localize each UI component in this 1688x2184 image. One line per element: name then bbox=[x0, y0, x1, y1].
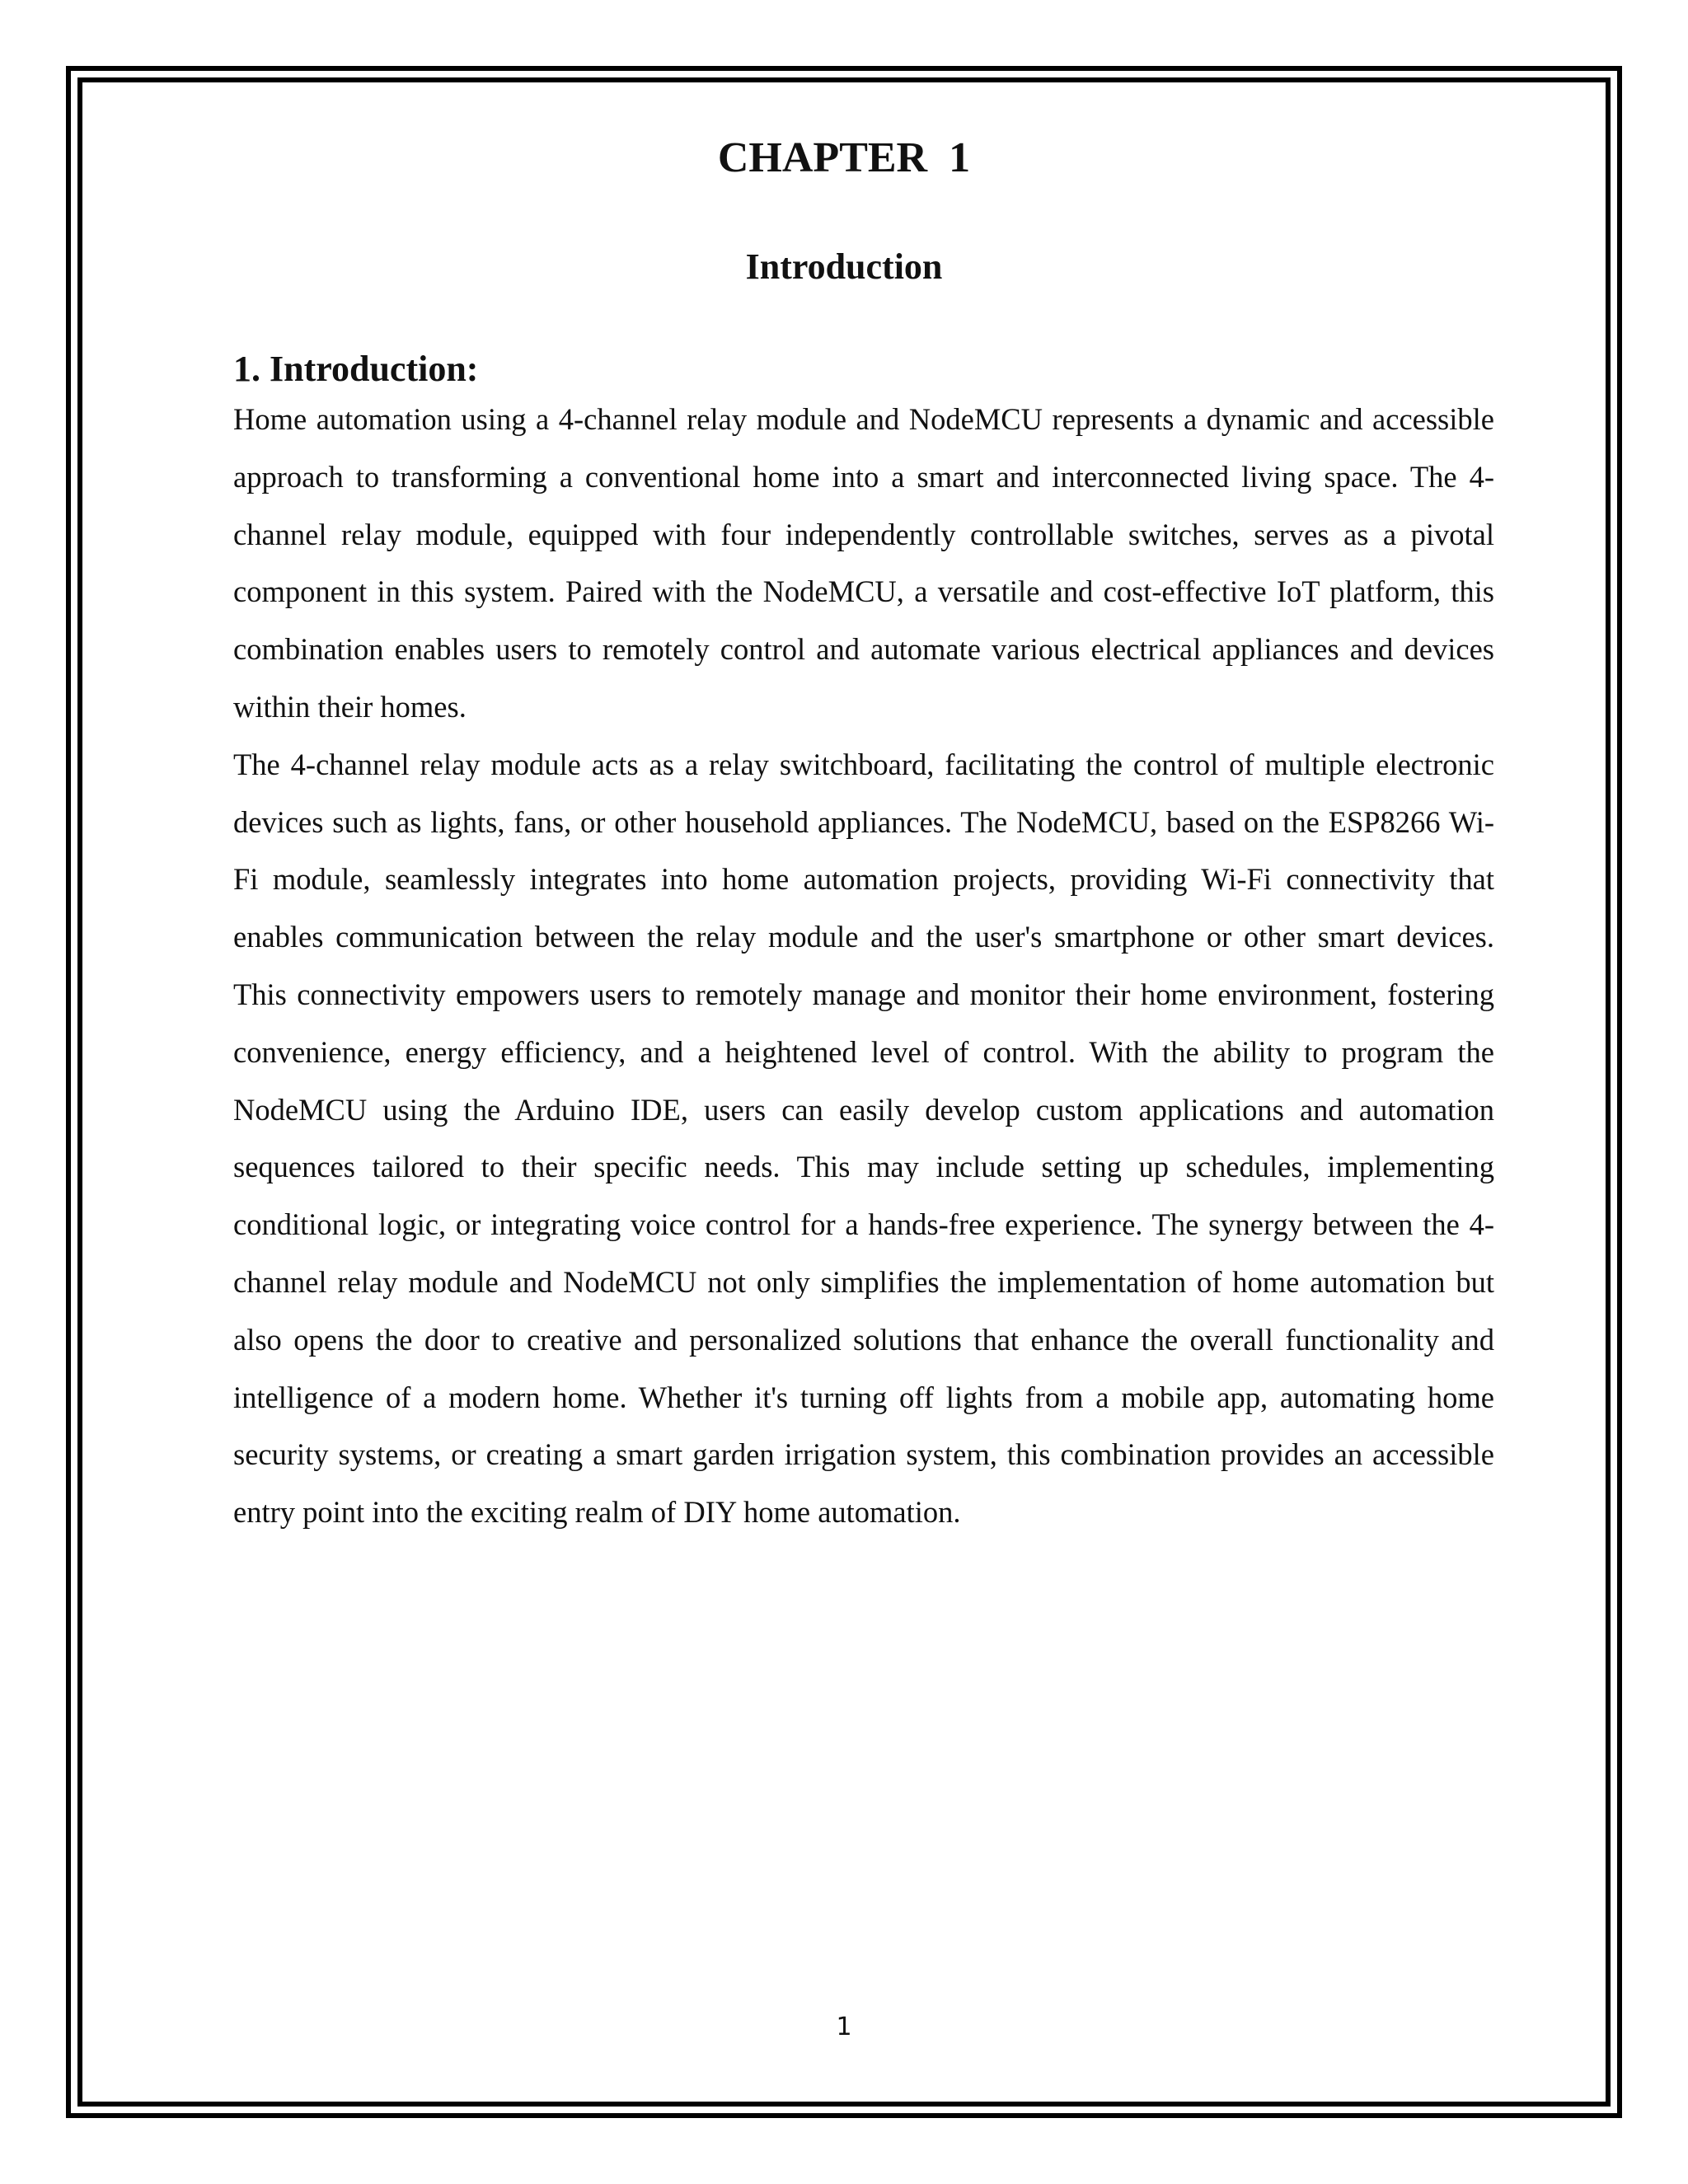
chapter-title: CHAPTER 1 bbox=[717, 134, 971, 181]
paragraph: The 4-channel relay module acts as a relay switchboard, facilitating the control of multiple electronic devices such as lights, fans, or other household appliances. The NodeMCU, based on the ESP8266 Wi-Fi module, seamlessly integrates into home automation projects, providing Wi-Fi connectivity that enables communication between the relay module and the user's smartphone or other smart devices. This connectivity empowers users to remotely manage and monitor their home environment, fostering convenience, energy efficiency, and a heightened level of control. With the ability to program the NodeMCU using the Arduino IDE, users can easily develop custom applications and automation sequences tailored to their specific needs. This may include setting up schedules, implementing conditional logic, or integrating voice control for a hands-free experience. The synergy between the 4-channel relay module and NodeMCU not only simplifies the implementation of home automation but also opens the door to creative and personalized solutions that enhance the overall functionality and intelligence of a modern home. Whether it's turning off lights from a mobile app, automating home security systems, or creating a smart garden irrigation system, this combination provides an accessible entry point into the exciting realm of DIY home automation. bbox=[233, 747, 1494, 1530]
page-content bbox=[233, 348, 1494, 1541]
chapter-subtitle: Introduction bbox=[745, 246, 943, 287]
page-number: 1 bbox=[836, 2013, 852, 2041]
section-heading: 1. Introduction: bbox=[233, 349, 479, 389]
paragraph: Home automation using a 4-channel relay module and NodeMCU represents a dynamic and accessible approach to transforming a conventional home into a smart and interconnected living space. The 4-channel relay module, equipped with four independently controllable switches, serves as a pivotal component in this system. Paired with the NodeMCU, a versatile and cost-effective IoT platform, this combination enables users to remotely control and automate various electrical appliances and devices within their homes. bbox=[233, 402, 1494, 724]
